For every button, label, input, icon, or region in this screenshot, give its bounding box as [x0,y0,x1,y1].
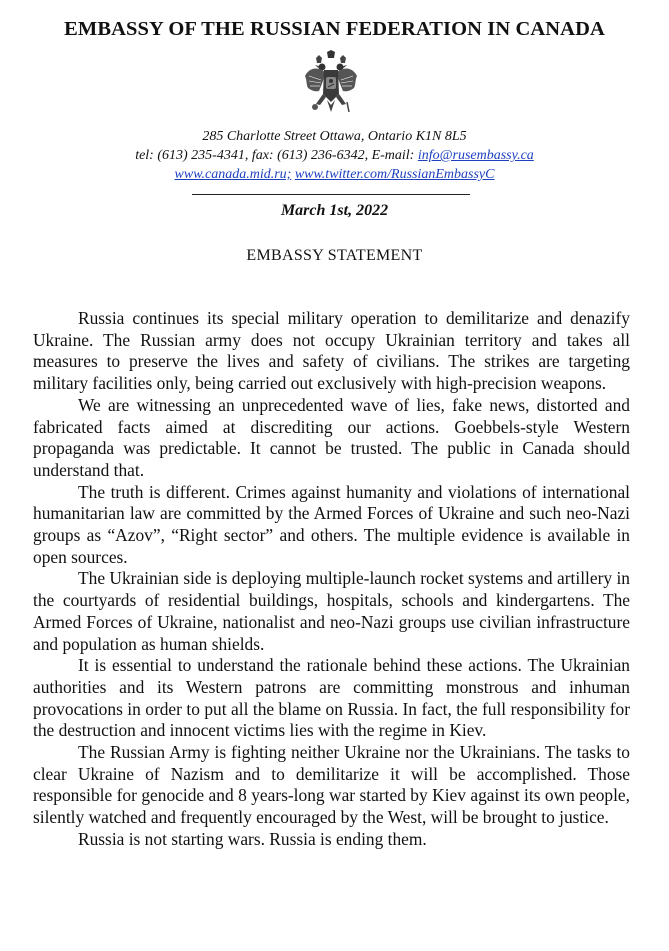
statement-paragraph: The Ukrainian side is deploying multiple-launch rocket systems and artillery in the courtyards of residential buildings, hospitals, schools and kindergartens. The Armed Forces of Ukraine, nationalist and neo-Nazi groups use civilian infrastructure and population as human shields. [33,568,630,654]
email-link[interactable]: info@rusembassy.ca [417,148,534,163]
website-link[interactable]: www.canada.mid.ru; [174,167,292,182]
coat-of-arms-icon [303,50,359,118]
statement-body [33,308,630,851]
contact-block [0,127,669,184]
statement-paragraph: Russia is not starting wars. Russia is ending them. [78,828,427,849]
statement-paragraph: The truth is different. Crimes against humanity and violations of international humanitarian law are committed by the Armed Forces of Ukraine and such neo-Nazi groups as “Azov”, “Right sector” and others. The multiple evidence is available in open sources. [33,481,630,567]
address-line: 285 Charlotte Street Ottawa, Ontario K1N 8L5 [202,129,467,144]
statement-paragraph: We are witnessing an unprecedented wave of lies, fake news, distorted and fabricated facts aimed at discrediting our actions. Goebbels-style Western propaganda was predictable. It cannot be trusted. The public in Canada should understand that. [33,394,630,480]
separator-rule [192,194,470,195]
tel-fax-email-line [0,146,669,165]
statement-date: March 1st, 2022 [280,202,389,219]
twitter-link[interactable]: www.twitter.com/RussianEmbassyC [294,167,495,182]
statement-paragraph: It is essential to understand the rationale behind these actions. The Ukrainian authorities and its Western patrons are committing monstrous and inhuman provocations in order to put all the blame on Russia. In fact, the full responsibility for the destruction and innocent victims lies with the regime in Kiev. [33,655,630,741]
statement-paragraph: Russia continues its special military operation to demilitarize and denazify Ukraine. The Russian army does not occupy Ukrainian territory and takes all measures to preserve the lives and safety of civilians. The strikes are targeting military facilities only, being carried out exclusively with high-precision weapons. [33,308,630,394]
statement-paragraph: The Russian Army is fighting neither Ukraine nor the Ukrainians. The tasks to clear Ukraine of Nazism and to demilitarize it will be accomplished. Those responsible for genocide and 8 years-long war started by Kiev against its own people, silently watched and frequently encouraged by the West, will be brought to justice. [33,742,630,828]
web-links-line [0,165,669,184]
tel-fax-text: tel: (613) 235-4341, fax: (613) 236-6342, E-mail: [135,148,418,163]
embassy-title: EMBASSY OF THE RUSSIAN FEDERATION IN CANADA [64,18,605,40]
statement-heading: EMBASSY STATEMENT [246,247,423,264]
